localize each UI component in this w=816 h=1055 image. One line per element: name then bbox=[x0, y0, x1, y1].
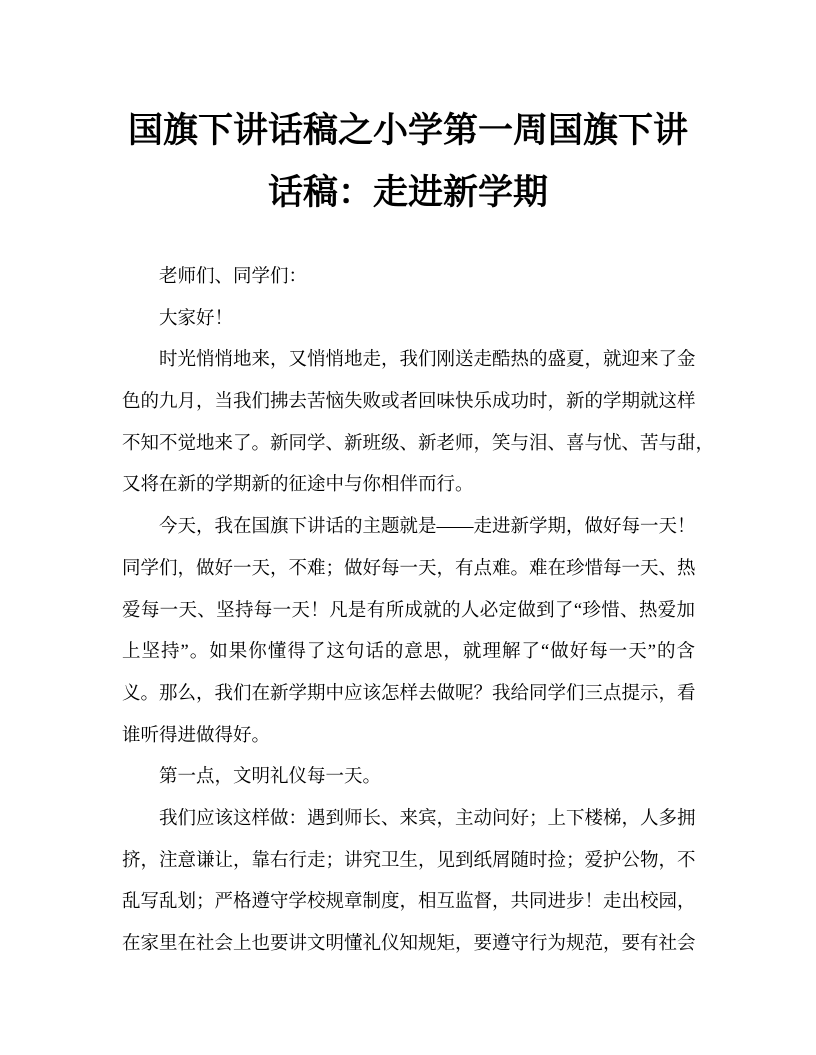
body-line: 同学们，做好一天，不难；做好每一天，有点难。难在珍惜每一天、热 bbox=[122, 558, 696, 579]
title-line: 话稿：走进新学期 bbox=[267, 173, 548, 212]
document-body bbox=[122, 257, 715, 966]
body-line: 在家里在社会上也要讲文明懂礼仪知规矩，要遵守行为规范，要有社会 bbox=[122, 934, 696, 954]
body-line: 乱写乱划；严格遵守学校规章制度，相互监督，共同进步！走出校园， bbox=[122, 892, 696, 913]
body-line: 不知不觉地来了。新同学、新班级、新老师，笑与泪、喜与忧、苦与甜， bbox=[122, 433, 715, 454]
body-line: 挤，注意谦让，靠右行走；讲究卫生，见到纸屑随时捡；爱护公物，不 bbox=[122, 850, 696, 871]
title-line: 国旗下讲话稿之小学第一周国旗下讲 bbox=[127, 111, 688, 150]
body-line: 谁听得进做得好。 bbox=[122, 725, 271, 746]
body-line: 今天，我在国旗下讲话的主题就是——走进新学期，做好每一天！ bbox=[159, 517, 696, 538]
body-line: 又将在新的学期新的征途中与你相伴而行。 bbox=[122, 475, 474, 496]
body-line: 爱每一天、坚持每一天！凡是有所成就的人必定做到了“珍惜、热爱加 bbox=[122, 600, 695, 621]
salutation: 老师们、同学们： bbox=[159, 267, 308, 287]
body-line: 义。那么，我们在新学期中应该怎样去做呢？我给同学们三点提示，看 bbox=[122, 683, 696, 704]
point-heading: 第一点，文明礼仪每一天。 bbox=[159, 767, 382, 788]
body-line: 我们应该这样做：遇到师长、来宾，主动问好；上下楼梯，人多拥 bbox=[159, 808, 696, 829]
body-line: 时光悄悄地来，又悄悄地走，我们刚送走酷热的盛夏，就迎来了金 bbox=[159, 350, 696, 371]
document-title bbox=[0, 100, 816, 224]
body-line: 色的九月，当我们拂去苦恼失败或者回味快乐成功时，新的学期就这样 bbox=[122, 392, 696, 413]
greeting: 大家好！ bbox=[159, 308, 234, 329]
body-line: 上坚持”。如果你懂得了这句话的意思，就理解了“做好每一天”的含 bbox=[122, 642, 695, 663]
